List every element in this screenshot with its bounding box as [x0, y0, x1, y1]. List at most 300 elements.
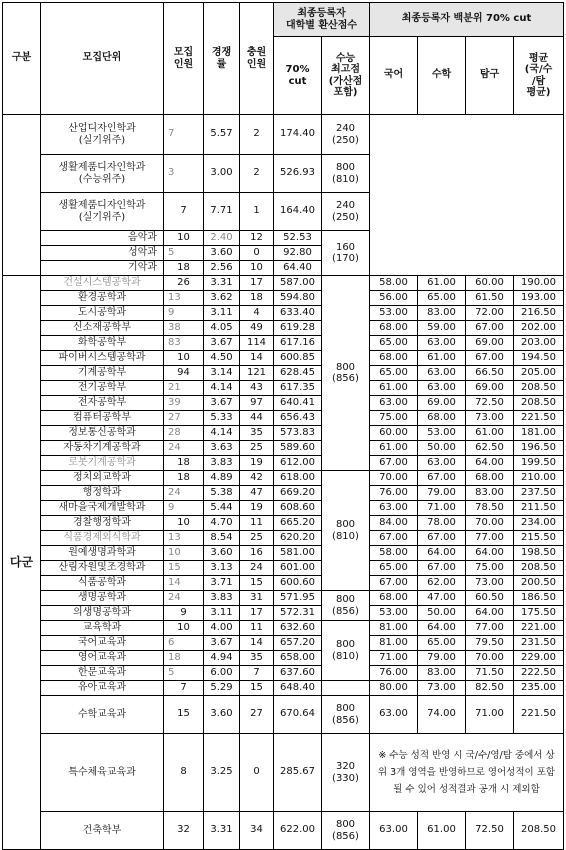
quota-value: 3 [164, 155, 204, 193]
cut70-value: 52.53 [274, 231, 322, 246]
unit-name: 건축학부 [41, 812, 164, 850]
suneung-max-value: 800 (856) [322, 812, 370, 850]
average-value: 215.50 [514, 531, 564, 546]
table-row [3, 561, 564, 576]
suneung-max-value: 240 (250) [322, 115, 370, 155]
table-row [3, 115, 564, 155]
unit-name: 생활제품디자인학과 (수능위주) [41, 155, 164, 193]
math-value: 65.00 [418, 291, 466, 306]
average-value: 234.00 [514, 516, 564, 531]
quota-value: 5 [164, 666, 204, 681]
cut70-value: 572.31 [274, 606, 322, 621]
cut70-value: 589.60 [274, 441, 322, 456]
quota-value: 10 [164, 546, 204, 561]
extra-value: 42 [240, 471, 274, 486]
inquiry-value: 82.50 [466, 681, 514, 696]
quota-value: 9 [164, 606, 204, 621]
header-gubun: 구분 [3, 3, 41, 115]
average-value: 203.00 [514, 336, 564, 351]
unit-name: 산림자원및조경학과 [41, 561, 164, 576]
quota-value: 94 [164, 366, 204, 381]
math-value: 53.00 [418, 426, 466, 441]
extra-value: 47 [240, 486, 274, 501]
unit-name: 교육학과 [41, 621, 164, 636]
inquiry-value: 68.00 [466, 471, 514, 486]
extra-value: 19 [240, 456, 274, 471]
inquiry-value: 66.50 [466, 366, 514, 381]
extra-value: 12 [240, 231, 274, 246]
table-row [3, 321, 564, 336]
cut70-value: 640.41 [274, 396, 322, 411]
unit-name: 새마을국제개발학과 [41, 501, 164, 516]
inquiry-value: 72.00 [466, 306, 514, 321]
header-suneung-max: 수능 최고점 (가산점 포함) [322, 37, 370, 115]
math-value: 69.00 [418, 396, 466, 411]
quota-value: 9 [164, 306, 204, 321]
math-value: 63.00 [418, 456, 466, 471]
cut70-value: 670.64 [274, 696, 322, 734]
math-value: 65.00 [418, 636, 466, 651]
inquiry-value: 61.00 [466, 426, 514, 441]
inquiry-value: 72.50 [466, 396, 514, 411]
inquiry-value: 77.00 [466, 531, 514, 546]
note-text: ※ 수능 성적 반영 시 국/수/영/탐 중에서 상위 3개 영역을 반영하므로 영어성적이 포함될 수 있어 성적결과 공개 시 제외함 [370, 734, 564, 812]
cut70-value: 628.45 [274, 366, 322, 381]
competition-value: 3.83 [204, 591, 240, 606]
group-label: 다군 [3, 276, 41, 850]
competition-value: 2.40 [204, 231, 240, 246]
cut70-value: 619.28 [274, 321, 322, 336]
average-value: 200.50 [514, 576, 564, 591]
quota-value: 5 [164, 246, 204, 261]
table-row [3, 351, 564, 366]
average-value: 202.00 [514, 321, 564, 336]
cut70-value: 526.93 [274, 155, 322, 193]
quota-value: 28 [164, 426, 204, 441]
unit-name: 파이버시스템공학과 [41, 351, 164, 366]
competition-value: 3.60 [204, 696, 240, 734]
cut70-value: 573.83 [274, 426, 322, 441]
average-value: 205.00 [514, 366, 564, 381]
extra-value: 31 [240, 591, 274, 606]
cut70-value: 608.60 [274, 501, 322, 516]
group-empty-cell [3, 115, 41, 276]
quota-value: 7 [164, 115, 204, 155]
competition-value: 3.67 [204, 636, 240, 651]
average-value: 235.00 [514, 681, 564, 696]
average-value: 196.50 [514, 441, 564, 456]
unit-name: 신소재공학부 [41, 321, 164, 336]
table-row [3, 812, 564, 850]
competition-value: 4.14 [204, 381, 240, 396]
unit-name: 컴퓨터공학부 [41, 411, 164, 426]
inquiry-value: 75.00 [466, 561, 514, 576]
competition-value: 3.63 [204, 441, 240, 456]
competition-value: 5.33 [204, 411, 240, 426]
header-korean: 국어 [370, 37, 418, 115]
unit-name: 영어교육과 [41, 651, 164, 666]
inquiry-value: 62.50 [466, 441, 514, 456]
average-value: 208.50 [514, 812, 564, 850]
quota-value: 7 [164, 193, 204, 231]
quota-value: 8 [164, 734, 204, 812]
quota-value: 15 [164, 561, 204, 576]
table-row [3, 456, 564, 471]
average-value: 186.50 [514, 591, 564, 606]
extra-value: 11 [240, 516, 274, 531]
inquiry-value: 83.00 [466, 486, 514, 501]
cut70-value: 669.20 [274, 486, 322, 501]
table-row [3, 486, 564, 501]
quota-value: 18 [164, 471, 204, 486]
math-value: 79.00 [418, 486, 466, 501]
inquiry-value: 60.50 [466, 591, 514, 606]
inquiry-value: 69.00 [466, 381, 514, 396]
math-value: 62.00 [418, 576, 466, 591]
inquiry-value: 67.00 [466, 351, 514, 366]
unit-name: 생활제품디자인학과 (실기위주) [41, 193, 164, 231]
average-value: 199.50 [514, 456, 564, 471]
extra-value: 34 [240, 812, 274, 850]
extra-value: 15 [240, 576, 274, 591]
average-value: 229.00 [514, 651, 564, 666]
korean-value: 63.00 [370, 812, 418, 850]
unit-name: 식품경제외식학과 [41, 531, 164, 546]
korean-value: 70.00 [370, 471, 418, 486]
cut70-value: 632.60 [274, 621, 322, 636]
suneung-max-value: 800 (856) [322, 591, 370, 621]
competition-value: 4.14 [204, 426, 240, 441]
cut70-value: 581.00 [274, 546, 322, 561]
table-row [3, 696, 564, 734]
average-value: 190.00 [514, 276, 564, 291]
competition-value: 7.71 [204, 193, 240, 231]
competition-value: 3.60 [204, 546, 240, 561]
competition-value: 5.38 [204, 486, 240, 501]
korean-value: 81.00 [370, 621, 418, 636]
extra-value: 7 [240, 666, 274, 681]
inquiry-value: 70.00 [466, 651, 514, 666]
cut70-value: 612.00 [274, 456, 322, 471]
competition-value: 3.13 [204, 561, 240, 576]
competition-value: 4.50 [204, 351, 240, 366]
cut70-value: 622.00 [274, 812, 322, 850]
unit-name: 행정학과 [41, 486, 164, 501]
unit-name: 한문교육과 [41, 666, 164, 681]
extra-value: 121 [240, 366, 274, 381]
cut70-value: 618.00 [274, 471, 322, 486]
korean-value: 58.00 [370, 546, 418, 561]
quota-value: 6 [164, 636, 204, 651]
average-value: 211.50 [514, 501, 564, 516]
average-value: 208.50 [514, 381, 564, 396]
korean-value: 65.00 [370, 366, 418, 381]
suneung-max-value [322, 681, 370, 696]
cut70-value: 633.40 [274, 306, 322, 321]
cut70-value: 665.20 [274, 516, 322, 531]
korean-value: 58.00 [370, 276, 418, 291]
table-row [3, 366, 564, 381]
math-value: 61.00 [418, 276, 466, 291]
math-value: 64.00 [418, 546, 466, 561]
competition-value: 3.62 [204, 291, 240, 306]
competition-value: 3.60 [204, 246, 240, 261]
korean-value: 56.00 [370, 291, 418, 306]
competition-value: 3.71 [204, 576, 240, 591]
suneung-max-value: 800 (810) [322, 621, 370, 681]
math-value: 73.00 [418, 681, 466, 696]
competition-value: 5.29 [204, 681, 240, 696]
quota-value: 18 [164, 651, 204, 666]
inquiry-value: 77.00 [466, 621, 514, 636]
extra-value: 10 [240, 261, 274, 276]
unit-name: 정치외교학과 [41, 471, 164, 486]
header-extra: 충원 인원 [240, 3, 274, 115]
competition-value: 3.83 [204, 456, 240, 471]
quota-value: 24 [164, 486, 204, 501]
korean-value: 61.00 [370, 441, 418, 456]
korean-value: 68.00 [370, 591, 418, 606]
table-row [3, 306, 564, 321]
extra-value: 1 [240, 193, 274, 231]
extra-value: 35 [240, 651, 274, 666]
korean-value: 84.00 [370, 516, 418, 531]
average-value: 181.00 [514, 426, 564, 441]
average-value: 221.50 [514, 411, 564, 426]
inquiry-value: 79.50 [466, 636, 514, 651]
header-cut70: 70% cut [274, 37, 322, 115]
extra-value: 14 [240, 351, 274, 366]
korean-value: 68.00 [370, 351, 418, 366]
table-row [3, 546, 564, 561]
cut70-value: 657.20 [274, 636, 322, 651]
inquiry-value: 78.50 [466, 501, 514, 516]
table-row [3, 576, 564, 591]
korean-value: 67.00 [370, 531, 418, 546]
inquiry-value: 64.00 [466, 546, 514, 561]
math-value: 67.00 [418, 471, 466, 486]
inquiry-value: 61.50 [466, 291, 514, 306]
korean-value: 76.00 [370, 666, 418, 681]
extra-value: 17 [240, 606, 274, 621]
cut70-value: 617.35 [274, 381, 322, 396]
extra-value: 15 [240, 681, 274, 696]
extra-value: 2 [240, 115, 274, 155]
extra-value: 35 [240, 426, 274, 441]
table-row [3, 651, 564, 666]
header-average: 평균 (국/수 /탐 평균) [514, 37, 564, 115]
korean-value: 81.00 [370, 636, 418, 651]
cut70-value: 658.00 [274, 651, 322, 666]
quota-value: 7 [164, 681, 204, 696]
competition-value: 3.11 [204, 306, 240, 321]
math-value: 63.00 [418, 366, 466, 381]
inquiry-value: 73.00 [466, 411, 514, 426]
table-row [3, 501, 564, 516]
header-competition: 경쟁 률 [204, 3, 240, 115]
extra-value: 0 [240, 734, 274, 812]
unit-name: 로봇기계공학과 [41, 456, 164, 471]
cut70-value: 587.00 [274, 276, 322, 291]
quota-value: 24 [164, 441, 204, 456]
table-row [3, 666, 564, 681]
korean-value: 71.00 [370, 651, 418, 666]
cut70-value: 92.80 [274, 246, 322, 261]
unit-name: 환경공학과 [41, 291, 164, 306]
average-value: 194.50 [514, 351, 564, 366]
quota-value: 13 [164, 531, 204, 546]
suneung-max-value: 800 (810) [322, 471, 370, 591]
suneung-max-value: 800 (856) [322, 276, 370, 471]
math-value: 50.00 [418, 606, 466, 621]
korean-value: 65.00 [370, 336, 418, 351]
cut70-value: 656.43 [274, 411, 322, 426]
extra-value: 18 [240, 291, 274, 306]
competition-value: 3.67 [204, 336, 240, 351]
korean-value: 53.00 [370, 306, 418, 321]
competition-value: 2.56 [204, 261, 240, 276]
math-value: 61.00 [418, 812, 466, 850]
cut70-value: 64.40 [274, 261, 322, 276]
cut70-value: 617.16 [274, 336, 322, 351]
math-value: 63.00 [418, 336, 466, 351]
unit-name: 성악과 [41, 246, 164, 261]
inquiry-value: 60.00 [466, 276, 514, 291]
unit-name: 음악과 [41, 231, 164, 246]
extra-value: 43 [240, 381, 274, 396]
unit-name: 유아교육과 [41, 681, 164, 696]
unit-name: 경찰행정학과 [41, 516, 164, 531]
header-score-group: 최종등록자 대학별 환산점수 [274, 3, 370, 37]
unit-name: 도시공학과 [41, 306, 164, 321]
inquiry-value: 72.50 [466, 812, 514, 850]
cut70-value: 620.20 [274, 531, 322, 546]
cut70-value: 164.40 [274, 193, 322, 231]
quota-value: 10 [164, 621, 204, 636]
table-row [3, 471, 564, 486]
korean-value: 68.00 [370, 321, 418, 336]
competition-value: 3.31 [204, 812, 240, 850]
quota-value: 9 [164, 501, 204, 516]
quota-value: 13 [164, 291, 204, 306]
table-row [3, 291, 564, 306]
cut70-value: 285.67 [274, 734, 322, 812]
table-row [3, 606, 564, 621]
korean-value: 61.00 [370, 381, 418, 396]
cut70-value: 637.60 [274, 666, 322, 681]
average-value: 175.50 [514, 606, 564, 621]
competition-value: 3.00 [204, 155, 240, 193]
table-row [3, 531, 564, 546]
quota-value: 18 [164, 261, 204, 276]
extra-value: 14 [240, 636, 274, 651]
korean-value: 63.00 [370, 501, 418, 516]
quota-value: 10 [164, 351, 204, 366]
quota-value: 21 [164, 381, 204, 396]
competition-value: 3.67 [204, 396, 240, 411]
unit-name: 화학공학부 [41, 336, 164, 351]
suneung-max-value: 320 (330) [322, 734, 370, 812]
quota-value: 14 [164, 576, 204, 591]
average-value: 208.50 [514, 561, 564, 576]
math-value: 47.00 [418, 591, 466, 606]
competition-value: 5.44 [204, 501, 240, 516]
admission-results-table [2, 2, 564, 850]
inquiry-value: 64.00 [466, 606, 514, 621]
header-quota: 모집 인원 [164, 3, 204, 115]
quota-value: 10 [164, 516, 204, 531]
admission-results-document [2, 2, 564, 850]
header-percentile-group: 최종등록자 백분위 70% cut [370, 3, 564, 37]
competition-value: 3.31 [204, 276, 240, 291]
table-row [3, 381, 564, 396]
inquiry-value: 71.00 [466, 696, 514, 734]
math-value: 83.00 [418, 306, 466, 321]
unit-name: 전기공학부 [41, 381, 164, 396]
table-row [3, 411, 564, 426]
average-value: 221.50 [514, 696, 564, 734]
suneung-max-value: 800 (856) [322, 696, 370, 734]
average-value: 222.50 [514, 666, 564, 681]
cut70-value: 600.85 [274, 351, 322, 366]
korean-value: 67.00 [370, 456, 418, 471]
cut70-value: 601.00 [274, 561, 322, 576]
korean-value: 53.00 [370, 606, 418, 621]
quota-value: 15 [164, 696, 204, 734]
quota-value: 39 [164, 396, 204, 411]
unit-name: 산업디자인학과 (실기위주) [41, 115, 164, 155]
extra-value: 44 [240, 411, 274, 426]
unit-name: 기계공학부 [41, 366, 164, 381]
extra-value: 11 [240, 621, 274, 636]
korean-value: 75.00 [370, 411, 418, 426]
cut70-value: 174.40 [274, 115, 322, 155]
average-value: 198.50 [514, 546, 564, 561]
unit-name: 의생명공학과 [41, 606, 164, 621]
unit-name: 식품공학과 [41, 576, 164, 591]
math-value: 64.00 [418, 621, 466, 636]
math-value: 79.00 [418, 651, 466, 666]
table-row [3, 516, 564, 531]
math-value: 61.00 [418, 351, 466, 366]
korean-value: 65.00 [370, 561, 418, 576]
unit-name: 정보통신공학과 [41, 426, 164, 441]
average-value: 237.50 [514, 486, 564, 501]
quota-value: 26 [164, 276, 204, 291]
quota-value: 27 [164, 411, 204, 426]
cut70-value: 600.60 [274, 576, 322, 591]
competition-value: 3.11 [204, 606, 240, 621]
math-value: 68.00 [418, 411, 466, 426]
math-value: 50.00 [418, 441, 466, 456]
competition-value: 3.25 [204, 734, 240, 812]
suneung-max-value: 240 (250) [322, 193, 370, 231]
quota-value: 32 [164, 812, 204, 850]
unit-name: 기악과 [41, 261, 164, 276]
extra-value: 27 [240, 696, 274, 734]
extra-value: 114 [240, 336, 274, 351]
inquiry-value: 69.00 [466, 336, 514, 351]
table-row [3, 636, 564, 651]
math-value: 74.00 [418, 696, 466, 734]
average-value: 210.00 [514, 471, 564, 486]
extra-value: 2 [240, 155, 274, 193]
math-value: 71.00 [418, 501, 466, 516]
header-unit: 모집단위 [41, 3, 164, 115]
inquiry-value: 71.50 [466, 666, 514, 681]
inquiry-value: 73.00 [466, 576, 514, 591]
korean-value: 76.00 [370, 486, 418, 501]
